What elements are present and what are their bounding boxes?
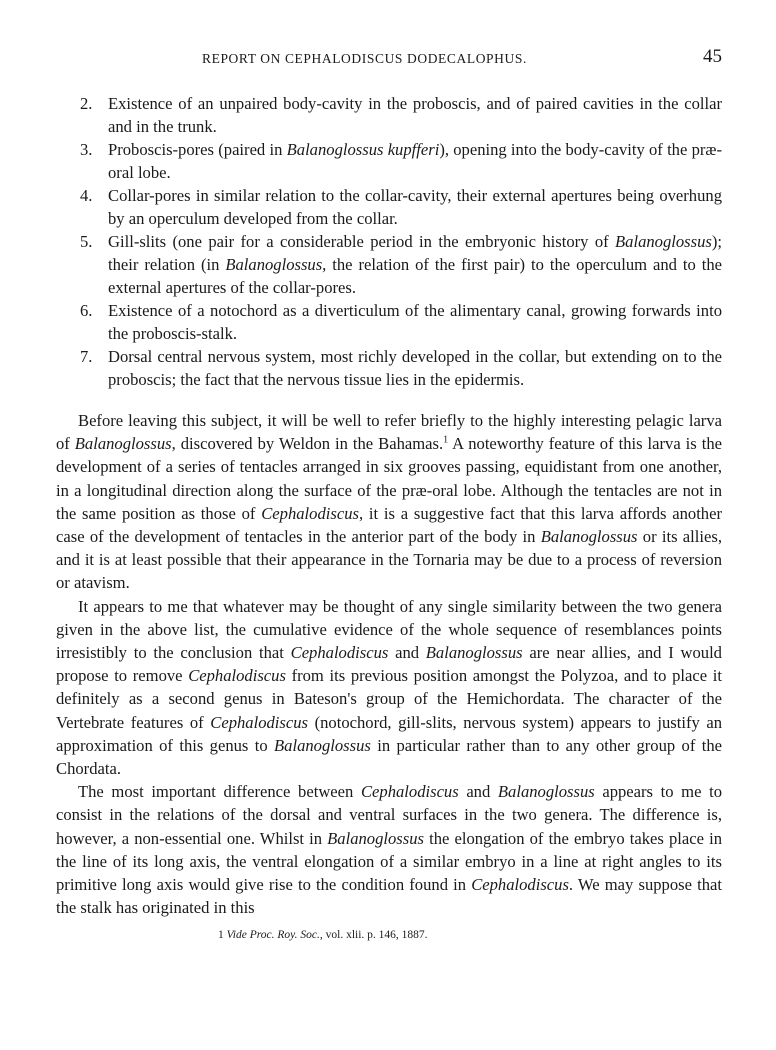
text-run: , vol. xlii. p. 146, 1887. [319, 929, 428, 941]
italic-term: Balanoglossus [274, 735, 371, 755]
italic-term: Vide Proc. Roy. Soc. [226, 929, 320, 941]
italic-term: Cephalodiscus [360, 782, 459, 802]
list-number: 3. [80, 140, 93, 159]
text-run: ); their relation (in [108, 232, 722, 274]
list-number: 4. [80, 186, 93, 205]
italic-term: Balanoglossus kupfferi [286, 140, 440, 159]
text-run: Proboscis-pores (paired in [108, 140, 287, 159]
text-run: . We may suppose that the stalk has originated in this [56, 875, 722, 918]
text-run: the elongation of the embryo takes place in the line of its long axis, the ventral elongation of a similar embryo in a line at right angles to its primitive long axis would give rise to the condition found in [56, 828, 722, 895]
running-header [56, 46, 722, 74]
text-run: from its previous position amongst the Polyzoa, and to place it definitely as a second genus in Bateson's group of the Hemichordata. The character of the Vertebrate features of [56, 666, 722, 732]
list-number: 5. [80, 232, 93, 251]
text-run: or its allies, and it is at least possible that their appearance in the Tornaria may be due to a process of reversion or atavism. [56, 527, 722, 593]
text-run: It appears to me that whatever may be thought of any single similarity between the two genera given in the above list, the cumulative evidence of the whole sequence of resemblances points irresistibly to the conclusion that [56, 596, 722, 663]
running-title: REPORT ON CEPHALODISCUS DODECALOPHUS. [202, 51, 527, 66]
italic-term: Cephalodiscus [290, 643, 389, 663]
italic-term: Cephalodiscus [261, 503, 359, 523]
footnote-marker: 1 [443, 434, 449, 446]
italic-term: Cephalodiscus [210, 712, 308, 732]
text-run: Gill-slits (one pair for a considerable period in the embryonic history of [108, 232, 616, 251]
italic-term: Cephalodiscus [188, 666, 286, 686]
text-run: , the relation of the first pair) to the operculum and to the external apertures of the collar-pores. [108, 255, 723, 297]
text-run: , discovered by Weldon in the Bahamas. [171, 434, 444, 454]
text-run: Existence of a notochord as a diverticulum of the alimentary canal, growing forwards into the proboscis-stalk. [108, 301, 722, 343]
list-item [56, 92, 722, 138]
list-item [56, 184, 722, 230]
text-run: in particular rather than to any other group of the Chordata. [56, 735, 723, 779]
paragraph [56, 409, 722, 595]
italic-term: Balanoglossus [225, 255, 323, 274]
paragraph [56, 595, 722, 781]
text-run: , it is a suggestive fact that this larva affords another case of the development of tentacles in the anterior part of the body in [56, 503, 722, 547]
text-run: appears to me to consist in the relations of the dorsal and ventral surfaces in the two genera. The difference is, however, a non-essential one. Whilst in [56, 782, 722, 848]
page [56, 46, 722, 919]
text-run: A noteworthy feature of this larva is the development of a series of tentacles arranged in six grooves passing, equidistant from one another, in a longitudinal direction along the surface of the præ-oral lobe. Although the tentacles are not in the same position as those of [56, 434, 722, 523]
list-item [56, 345, 722, 391]
list-item [56, 299, 722, 345]
list-item [56, 138, 722, 184]
list-item [56, 230, 722, 299]
text-run: 1 [218, 929, 227, 941]
text-run: and [388, 643, 426, 663]
italic-term: Balanoglossus [327, 828, 424, 848]
text-run: are near allies, and I would propose to remove [56, 643, 722, 686]
paragraph [56, 780, 722, 919]
text-run: Existence of an unpaired body-cavity in the proboscis, and of paired cavities in the collar and in the trunk. [108, 94, 722, 136]
list-number: 2. [80, 94, 93, 113]
italic-term: Balanoglossus [615, 232, 712, 251]
italic-term: Balanoglossus [540, 527, 638, 547]
numbered-list [56, 92, 722, 391]
list-number: 7. [80, 347, 93, 366]
text-run: Before leaving this subject, it will be well to refer briefly to the highly interesting pelagic larva of [56, 411, 722, 454]
text-run: and [458, 782, 498, 802]
italic-term: Balanoglossus [497, 782, 595, 802]
text-run: Dorsal central nervous system, most richly developed in the collar, but extending on to the proboscis; the fact that the nervous tissue lies in the epidermis. [108, 347, 722, 389]
italic-term: Balanoglossus [74, 434, 172, 454]
italic-term: Cephalodiscus [471, 875, 569, 895]
text-run: (notochord, gill-slits, nervous system) appears to justify an approximation of this genus to [56, 712, 723, 755]
list-number: 6. [80, 301, 93, 320]
footnote [218, 929, 428, 941]
page-number: 45 [703, 46, 722, 67]
text-run: Collar-pores in similar relation to the collar-cavity, their external apertures being overhung by an operculum developed from the collar. [108, 186, 722, 228]
italic-term: Balanoglossus [425, 643, 523, 663]
body-text [56, 409, 722, 919]
text-run: ), opening into the body-cavity of the præ-oral lobe. [108, 140, 723, 182]
text-run: The most important difference between [78, 782, 361, 802]
